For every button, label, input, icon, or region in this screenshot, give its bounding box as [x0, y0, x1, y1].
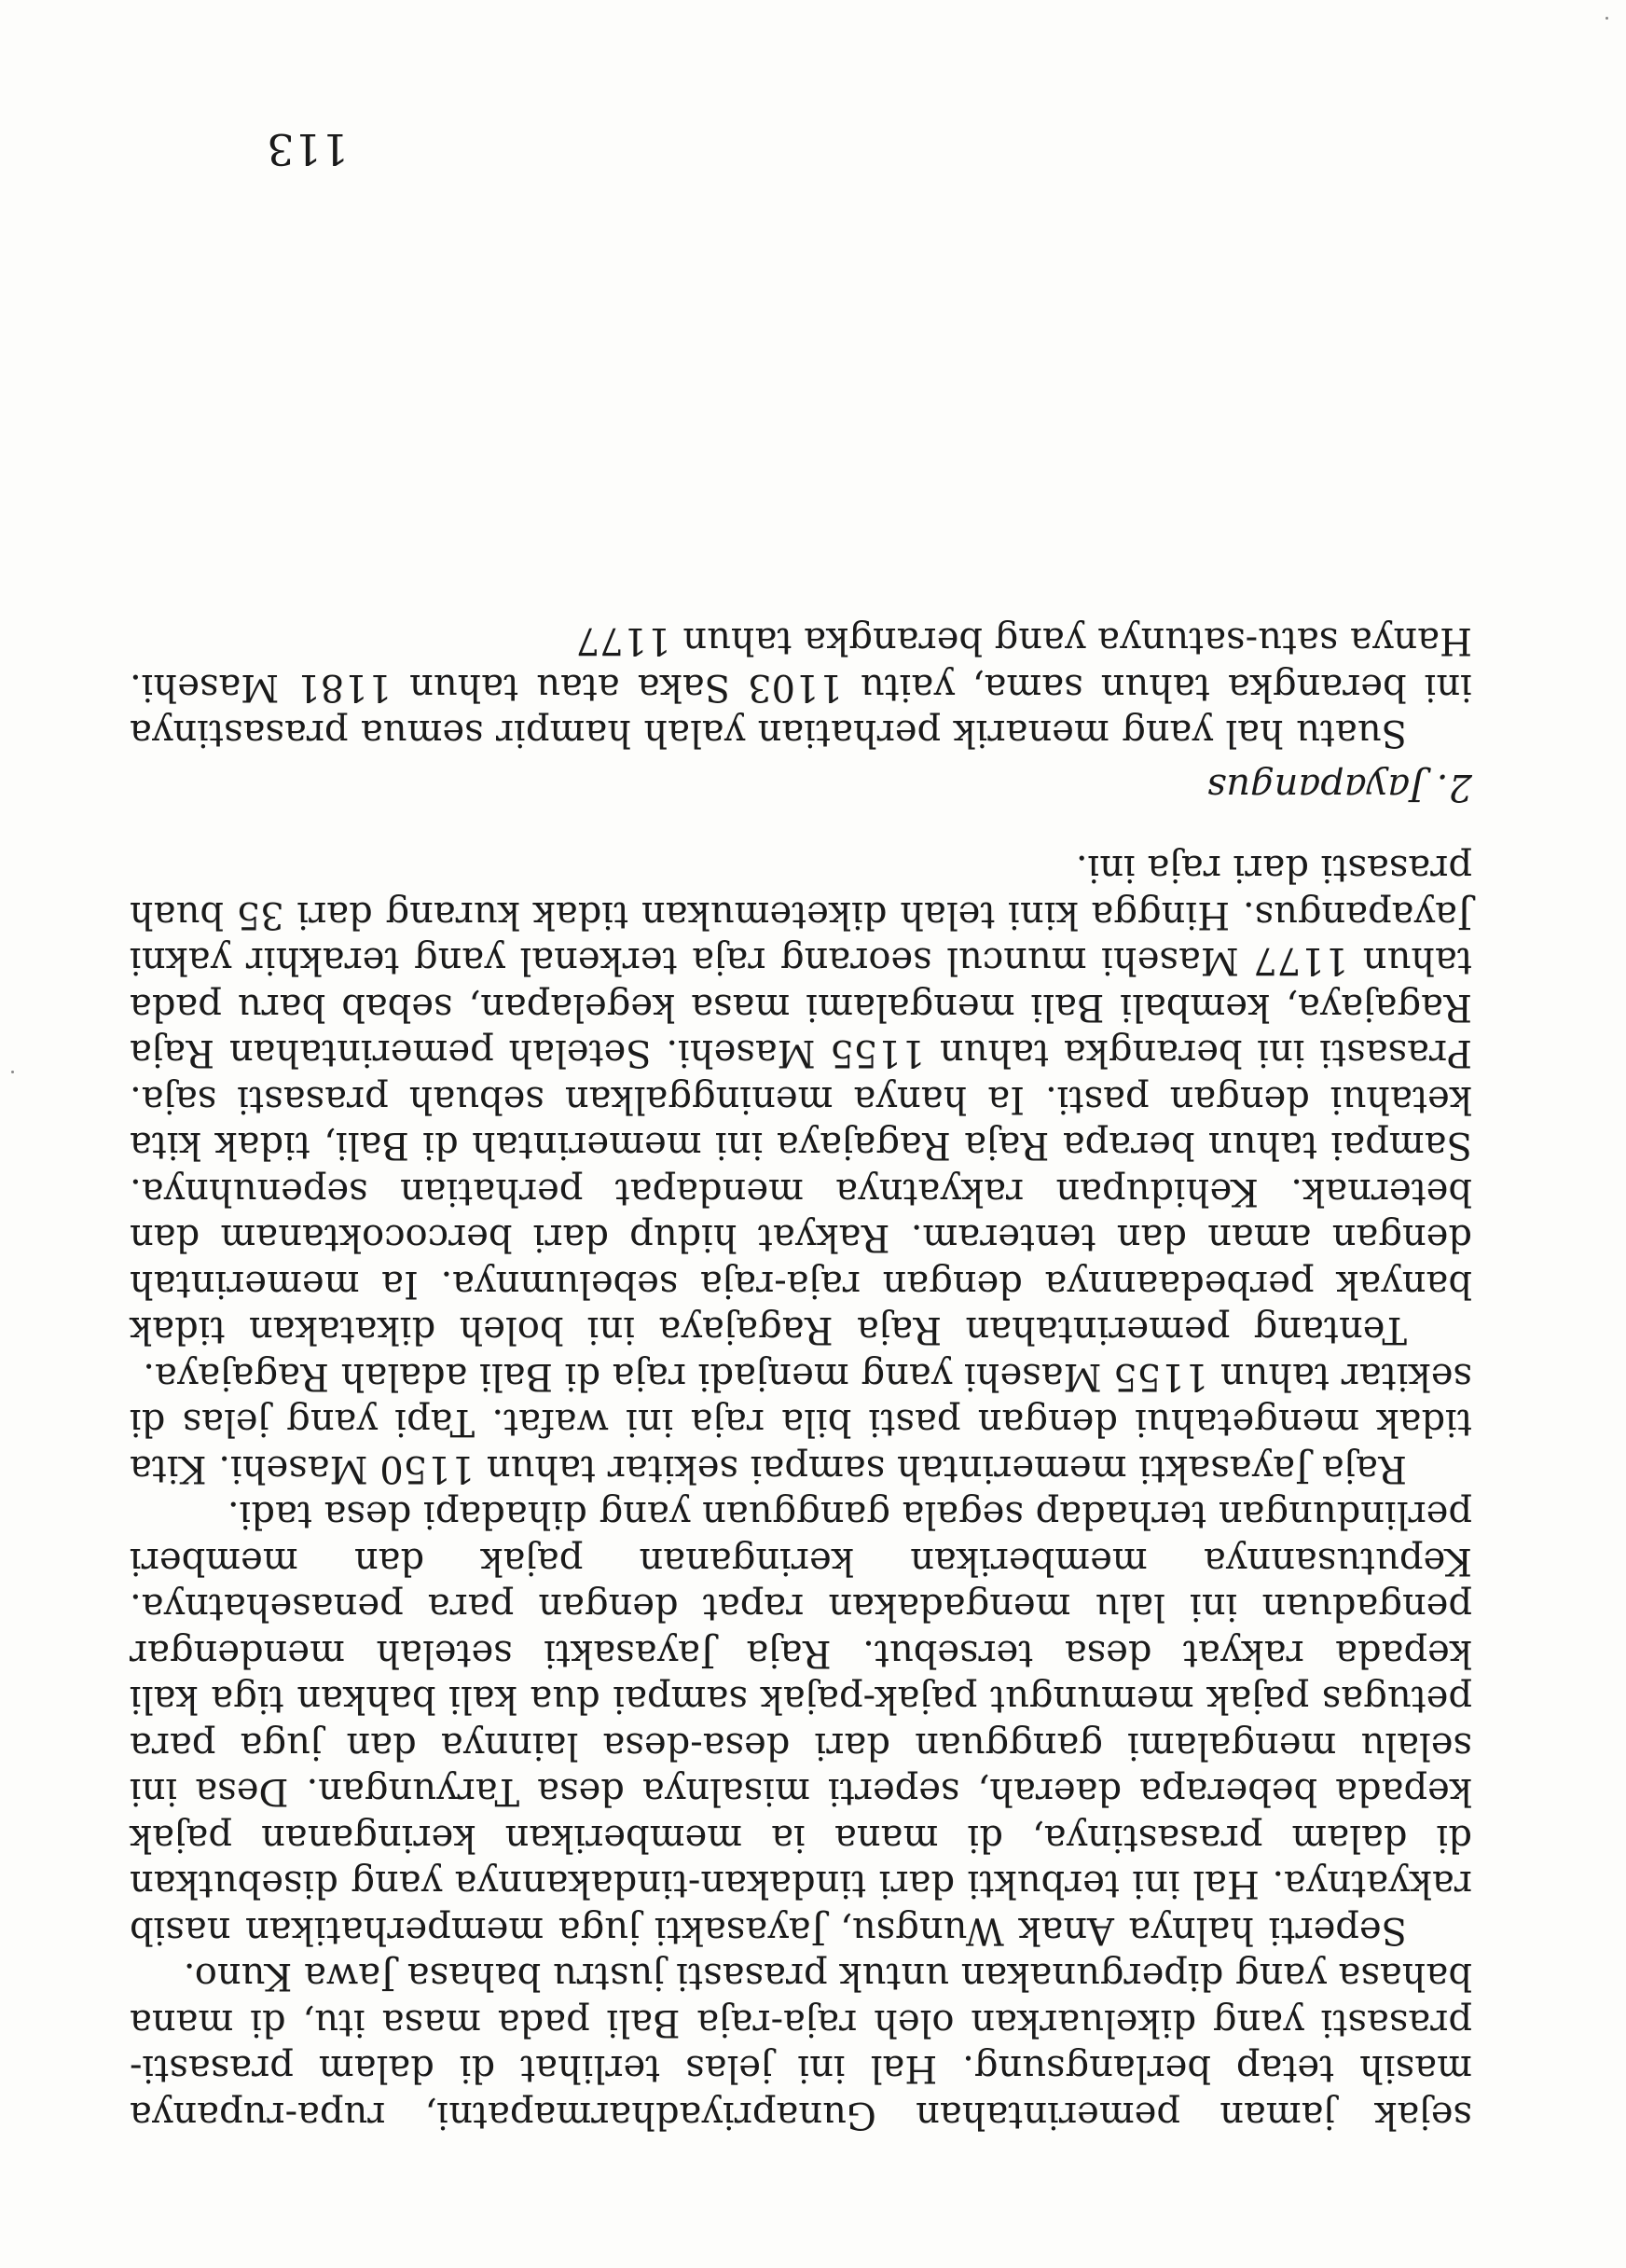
section-heading: 2. Jayapangus: [1206, 766, 1472, 809]
paragraph-4: Tentang pemerintahan Raja Ragajaya ini boleh dikatakan tidak banyak perbedaannya dengan raja-raja sebelumnya. Ia memerintah dengan aman dan tenteram. Rakyat hidup dari bercocoktanam dan beternak. Kehidupan rakyatnya mendapat perhatian sepenuhnya. Sampai tahun berapa Raja Ragajaya ini memerintah di Bali, tidak kita ketahui dengan pasti. Ia hanya meninggalkan sebuah prasasti saja. Prasasti ini berangka tahun 1155 Masehi. Setelah pemerintahan Raja Ragajaya, kembali Bali mengalami masa kegelapan, sebab baru pada tahun 1177 Masehi muncul seorang raja terkenal yang terakhir yakni Jayapangus. Hingga kini telah diketemukan tidak kurang dari 35 buah prasasti dari raja ini.: [130, 847, 1472, 1352]
paragraph-5: Suatu hal yang menarik perhatian yalah hampir semua prasastinya ini berangka tahun sama, yaitu 1103 Saka atau tahun 1181 Masehi. Hanya satu-satunya yang berangka tahun 1177: [130, 619, 1472, 755]
page-number: 113: [267, 124, 349, 174]
body-text: [130, 617, 1472, 2137]
paragraph-3: Raja Jayasakti memerintah sampai sekitar tahun 1150 Masehi. Kita tidak mengetahui dengan pasti bila raja ini wafat. Tapi yang jelas di sekitar tahun 1155 Masehi yang menjadi raja di Bali adalah Ragajaya.: [130, 1355, 1472, 1490]
paragraph-1: sejak jaman pemerintahan Gunapriyadharmapatni, rupa-rupanya masih tetap berlangsung. Hal ini jelas terlihat di dalam prasasti-prasasti yang dikeluarkan oleh raja-raja Bali pada masa itu, di mana bahasa yang dipergunakan untuk prasasti justru bahasa Jawa Kuno.: [130, 1955, 1472, 2137]
scan-speck: [11, 1071, 14, 1073]
scan-speck: [1605, 17, 1608, 20]
paragraph-2: Seperti halnya Anak Wungsu, Jayasakti juga memperhatikan nasib rakyatnya. Hal ini terbukti dari tindakan-tindakannya yang disebutkan di dalam prasastinya, di mana ia memberikan keringanan pajak kepada beberapa daerah, seperti misalnya desa Taryungan. Desa ini selalu mengalami gangguan dari desa-desa lainnya dan juga para petugas pajak memungut pajak-pajak sampai dua kali bahkan tiga kali kepada rakyat desa tersebut. Raja Jayasakti setelah mendengar pengaduan ini lalu mengadakan rapat dengan para penasehatnya. Keputusannya memberikan keringanan pajak dan memberi perlindungan terhadap segala gangguan yang dihadapi desa tadi.: [130, 1493, 1472, 1952]
